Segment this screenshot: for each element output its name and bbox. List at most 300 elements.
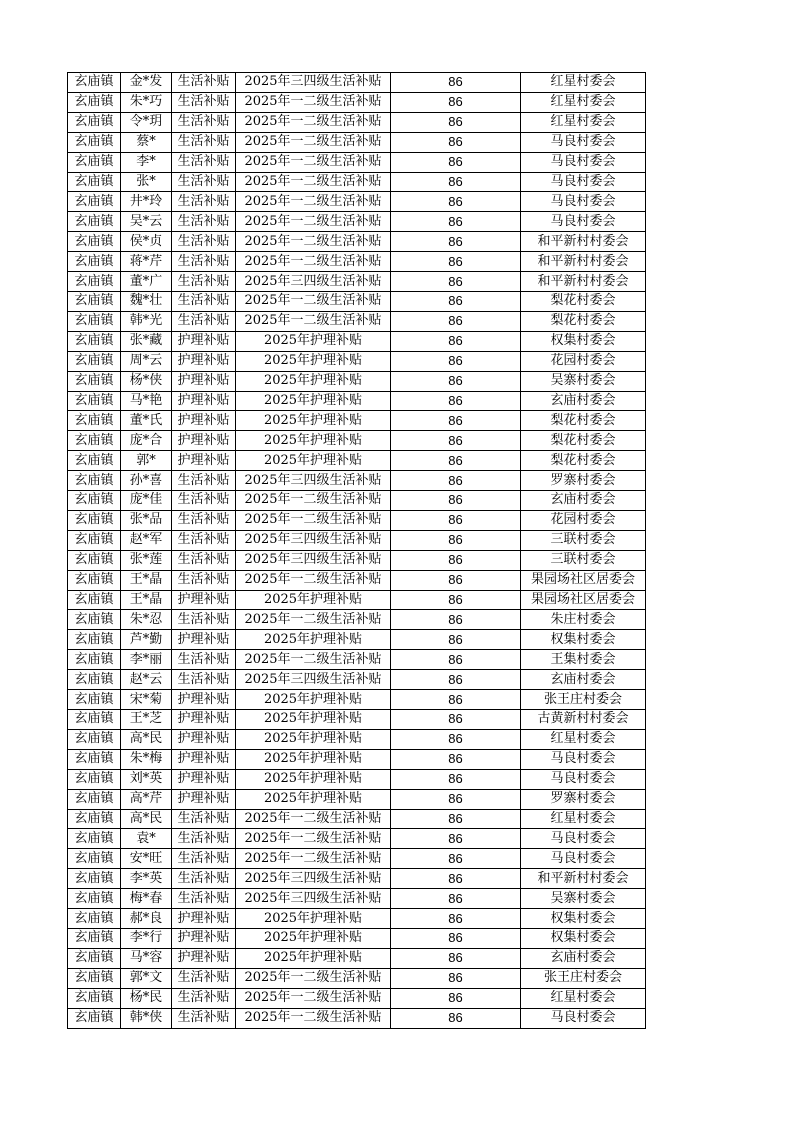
name-cell: 王*晶: [121, 570, 172, 590]
table-row: [68, 152, 646, 172]
amount-cell: 86: [391, 869, 521, 889]
subsidy-item-cell: 2025年一二级生活补贴: [236, 192, 391, 212]
table-row: [68, 172, 646, 192]
subsidy-type-cell: 生活补贴: [172, 112, 236, 132]
subsidy-item-cell: 2025年护理补贴: [236, 690, 391, 710]
subsidy-item-cell: 2025年护理补贴: [236, 749, 391, 769]
amount-cell: 86: [391, 749, 521, 769]
subsidy-type-cell: 生活补贴: [172, 889, 236, 909]
name-cell: 魏*壮: [121, 291, 172, 311]
village-committee-cell: 玄庙村委会: [521, 491, 646, 511]
village-committee-cell: 和平新村村委会: [521, 252, 646, 272]
amount-cell: 86: [391, 1008, 521, 1028]
table-row: [68, 351, 646, 371]
village-committee-cell: 马良村委会: [521, 769, 646, 789]
town-cell: 玄庙镇: [68, 650, 121, 670]
village-committee-cell: 权集村委会: [521, 630, 646, 650]
village-committee-cell: 马良村委会: [521, 829, 646, 849]
table-row: [68, 1008, 646, 1028]
subsidy-item-cell: 2025年三四级生活补贴: [236, 530, 391, 550]
subsidy-item-cell: 2025年三四级生活补贴: [236, 869, 391, 889]
table-row: [68, 252, 646, 272]
subsidy-type-cell: 生活补贴: [172, 510, 236, 530]
subsidy-item-cell: 2025年一二级生活补贴: [236, 491, 391, 511]
subsidy-item-cell: 2025年护理补贴: [236, 351, 391, 371]
amount-cell: 86: [391, 152, 521, 172]
subsidy-item-cell: 2025年三四级生活补贴: [236, 670, 391, 690]
amount-cell: 86: [391, 510, 521, 530]
subsidy-type-cell: 生活补贴: [172, 849, 236, 869]
subsidy-item-cell: 2025年护理补贴: [236, 769, 391, 789]
village-committee-cell: 和平新村村委会: [521, 272, 646, 292]
subsidy-item-cell: 2025年一二级生活补贴: [236, 92, 391, 112]
amount-cell: 86: [391, 948, 521, 968]
amount-cell: 86: [391, 491, 521, 511]
subsidy-type-cell: 生活补贴: [172, 232, 236, 252]
subsidy-type-cell: 护理补贴: [172, 371, 236, 391]
subsidy-type-cell: 生活补贴: [172, 988, 236, 1008]
village-committee-cell: 马良村委会: [521, 192, 646, 212]
town-cell: 玄庙镇: [68, 988, 121, 1008]
amount-cell: 86: [391, 809, 521, 829]
village-committee-cell: 王集村委会: [521, 650, 646, 670]
name-cell: 庞*佳: [121, 491, 172, 511]
table-row: [68, 530, 646, 550]
amount-cell: 86: [391, 988, 521, 1008]
name-cell: 郝*良: [121, 909, 172, 929]
village-committee-cell: 张王庄村委会: [521, 690, 646, 710]
subsidy-item-cell: 2025年三四级生活补贴: [236, 889, 391, 909]
amount-cell: 86: [391, 431, 521, 451]
name-cell: 马*容: [121, 948, 172, 968]
name-cell: 张*藏: [121, 331, 172, 351]
village-committee-cell: 花园村委会: [521, 510, 646, 530]
amount-cell: 86: [391, 769, 521, 789]
amount-cell: 86: [391, 590, 521, 610]
town-cell: 玄庙镇: [68, 829, 121, 849]
town-cell: 玄庙镇: [68, 192, 121, 212]
village-committee-cell: 古黄新村村委会: [521, 710, 646, 730]
town-cell: 玄庙镇: [68, 351, 121, 371]
subsidy-item-cell: 2025年护理补贴: [236, 630, 391, 650]
subsidy-type-cell: 生活补贴: [172, 550, 236, 570]
subsidy-item-cell: 2025年一二级生活补贴: [236, 232, 391, 252]
village-committee-cell: 罗寨村委会: [521, 471, 646, 491]
village-committee-cell: 红星村委会: [521, 73, 646, 93]
town-cell: 玄庙镇: [68, 471, 121, 491]
table-row: [68, 749, 646, 769]
amount-cell: 86: [391, 789, 521, 809]
name-cell: 吴*云: [121, 212, 172, 232]
village-committee-cell: 花园村委会: [521, 351, 646, 371]
table-row: [68, 311, 646, 331]
town-cell: 玄庙镇: [68, 291, 121, 311]
name-cell: 张*莲: [121, 550, 172, 570]
table-row: [68, 331, 646, 351]
subsidy-item-cell: 2025年一二级生活补贴: [236, 809, 391, 829]
subsidy-item-cell: 2025年一二级生活补贴: [236, 510, 391, 530]
table-row: [68, 690, 646, 710]
amount-cell: 86: [391, 690, 521, 710]
name-cell: 令*玥: [121, 112, 172, 132]
name-cell: 蒋*芹: [121, 252, 172, 272]
town-cell: 玄庙镇: [68, 928, 121, 948]
subsidy-type-cell: 护理补贴: [172, 749, 236, 769]
amount-cell: 86: [391, 351, 521, 371]
village-committee-cell: 梨花村委会: [521, 291, 646, 311]
subsidy-type-cell: 护理补贴: [172, 411, 236, 431]
town-cell: 玄庙镇: [68, 550, 121, 570]
name-cell: 高*民: [121, 729, 172, 749]
subsidy-item-cell: 2025年一二级生活补贴: [236, 650, 391, 670]
town-cell: 玄庙镇: [68, 849, 121, 869]
name-cell: 袁*: [121, 829, 172, 849]
amount-cell: 86: [391, 112, 521, 132]
subsidy-type-cell: 生活补贴: [172, 869, 236, 889]
table-row: [68, 849, 646, 869]
name-cell: 张*: [121, 172, 172, 192]
table-row: [68, 869, 646, 889]
table-row: [68, 769, 646, 789]
amount-cell: 86: [391, 928, 521, 948]
name-cell: 王*芝: [121, 710, 172, 730]
village-committee-cell: 吴寨村委会: [521, 889, 646, 909]
subsidy-type-cell: 生活补贴: [172, 570, 236, 590]
table-row: [68, 73, 646, 93]
name-cell: 刘*英: [121, 769, 172, 789]
town-cell: 玄庙镇: [68, 252, 121, 272]
name-cell: 芦*勤: [121, 630, 172, 650]
village-committee-cell: 马良村委会: [521, 132, 646, 152]
name-cell: 井*玲: [121, 192, 172, 212]
town-cell: 玄庙镇: [68, 749, 121, 769]
town-cell: 玄庙镇: [68, 73, 121, 93]
name-cell: 李*: [121, 152, 172, 172]
table-row: [68, 132, 646, 152]
subsidy-item-cell: 2025年一二级生活补贴: [236, 968, 391, 988]
subsidy-item-cell: 2025年护理补贴: [236, 590, 391, 610]
amount-cell: 86: [391, 968, 521, 988]
village-committee-cell: 红星村委会: [521, 809, 646, 829]
amount-cell: 86: [391, 411, 521, 431]
amount-cell: 86: [391, 331, 521, 351]
name-cell: 赵*军: [121, 530, 172, 550]
amount-cell: 86: [391, 451, 521, 471]
town-cell: 玄庙镇: [68, 729, 121, 749]
amount-cell: 86: [391, 710, 521, 730]
amount-cell: 86: [391, 92, 521, 112]
subsidy-type-cell: 护理补贴: [172, 351, 236, 371]
table-row: [68, 809, 646, 829]
name-cell: 韩*侠: [121, 1008, 172, 1028]
table-row: [68, 411, 646, 431]
subsidy-item-cell: 2025年一二级生活补贴: [236, 172, 391, 192]
town-cell: 玄庙镇: [68, 690, 121, 710]
subsidy-type-cell: 护理补贴: [172, 710, 236, 730]
village-committee-cell: 马良村委会: [521, 749, 646, 769]
town-cell: 玄庙镇: [68, 232, 121, 252]
town-cell: 玄庙镇: [68, 869, 121, 889]
amount-cell: 86: [391, 570, 521, 590]
table-row: [68, 431, 646, 451]
name-cell: 高*芹: [121, 789, 172, 809]
table-row: [68, 232, 646, 252]
subsidy-type-cell: 生活补贴: [172, 809, 236, 829]
village-committee-cell: 权集村委会: [521, 909, 646, 929]
village-committee-cell: 马良村委会: [521, 152, 646, 172]
town-cell: 玄庙镇: [68, 889, 121, 909]
subsidy-type-cell: 护理补贴: [172, 928, 236, 948]
subsidy-item-cell: 2025年一二级生活补贴: [236, 988, 391, 1008]
table-row: [68, 650, 646, 670]
village-committee-cell: 马良村委会: [521, 172, 646, 192]
name-cell: 韩*光: [121, 311, 172, 331]
table-row: [68, 371, 646, 391]
table-row: [68, 550, 646, 570]
subsidy-item-cell: 2025年护理补贴: [236, 909, 391, 929]
subsidy-item-cell: 2025年三四级生活补贴: [236, 550, 391, 570]
subsidy-type-cell: 生活补贴: [172, 172, 236, 192]
name-cell: 马*艳: [121, 391, 172, 411]
name-cell: 王*晶: [121, 590, 172, 610]
table-row: [68, 112, 646, 132]
town-cell: 玄庙镇: [68, 909, 121, 929]
town-cell: 玄庙镇: [68, 371, 121, 391]
table-row: [68, 928, 646, 948]
amount-cell: 86: [391, 630, 521, 650]
table-row: [68, 590, 646, 610]
table-row: [68, 968, 646, 988]
name-cell: 李*行: [121, 928, 172, 948]
village-committee-cell: 红星村委会: [521, 92, 646, 112]
subsidy-type-cell: 生活补贴: [172, 291, 236, 311]
amount-cell: 86: [391, 132, 521, 152]
table-row: [68, 610, 646, 630]
subsidy-item-cell: 2025年护理补贴: [236, 789, 391, 809]
amount-cell: 86: [391, 670, 521, 690]
subsidy-item-cell: 2025年一二级生活补贴: [236, 132, 391, 152]
town-cell: 玄庙镇: [68, 809, 121, 829]
name-cell: 董*氏: [121, 411, 172, 431]
town-cell: 玄庙镇: [68, 491, 121, 511]
subsidy-item-cell: 2025年三四级生活补贴: [236, 272, 391, 292]
town-cell: 玄庙镇: [68, 670, 121, 690]
table-row: [68, 451, 646, 471]
village-committee-cell: 梨花村委会: [521, 451, 646, 471]
subsidy-item-cell: 2025年一二级生活补贴: [236, 849, 391, 869]
subsidy-item-cell: 2025年护理补贴: [236, 710, 391, 730]
village-committee-cell: 马良村委会: [521, 849, 646, 869]
subsidy-item-cell: 2025年一二级生活补贴: [236, 610, 391, 630]
amount-cell: 86: [391, 272, 521, 292]
name-cell: 李*丽: [121, 650, 172, 670]
village-committee-cell: 梨花村委会: [521, 311, 646, 331]
town-cell: 玄庙镇: [68, 570, 121, 590]
subsidy-item-cell: 2025年护理补贴: [236, 451, 391, 471]
village-committee-cell: 罗寨村委会: [521, 789, 646, 809]
name-cell: 郭*文: [121, 968, 172, 988]
village-committee-cell: 和平新村村委会: [521, 232, 646, 252]
subsidy-type-cell: 生活补贴: [172, 471, 236, 491]
subsidy-type-cell: 护理补贴: [172, 769, 236, 789]
subsidy-type-cell: 护理补贴: [172, 590, 236, 610]
table-row: [68, 471, 646, 491]
subsidy-item-cell: 2025年一二级生活补贴: [236, 112, 391, 132]
table-row: [68, 491, 646, 511]
table-row: [68, 291, 646, 311]
table-row: [68, 729, 646, 749]
town-cell: 玄庙镇: [68, 132, 121, 152]
subsidy-type-cell: 护理补贴: [172, 331, 236, 351]
amount-cell: 86: [391, 192, 521, 212]
name-cell: 郭*: [121, 451, 172, 471]
amount-cell: 86: [391, 471, 521, 491]
table-row: [68, 829, 646, 849]
subsidy-type-cell: 生活补贴: [172, 829, 236, 849]
name-cell: 董*广: [121, 272, 172, 292]
amount-cell: 86: [391, 849, 521, 869]
subsidy-type-cell: 护理补贴: [172, 431, 236, 451]
amount-cell: 86: [391, 172, 521, 192]
village-committee-cell: 吴寨村委会: [521, 371, 646, 391]
table-row: [68, 948, 646, 968]
subsidy-item-cell: 2025年一二级生活补贴: [236, 152, 391, 172]
name-cell: 朱*巧: [121, 92, 172, 112]
village-committee-cell: 张王庄村委会: [521, 968, 646, 988]
table-row: [68, 909, 646, 929]
amount-cell: 86: [391, 530, 521, 550]
table-row: [68, 710, 646, 730]
subsidy-type-cell: 护理补贴: [172, 789, 236, 809]
town-cell: 玄庙镇: [68, 212, 121, 232]
village-committee-cell: 和平新村村委会: [521, 869, 646, 889]
subsidy-type-cell: 生活补贴: [172, 152, 236, 172]
subsidy-type-cell: 护理补贴: [172, 690, 236, 710]
subsidy-item-cell: 2025年护理补贴: [236, 928, 391, 948]
village-committee-cell: 三联村委会: [521, 530, 646, 550]
amount-cell: 86: [391, 311, 521, 331]
village-committee-cell: 三联村委会: [521, 550, 646, 570]
subsidy-type-cell: 生活补贴: [172, 530, 236, 550]
subsidy-item-cell: 2025年护理补贴: [236, 331, 391, 351]
town-cell: 玄庙镇: [68, 710, 121, 730]
subsidy-type-cell: 生活补贴: [172, 650, 236, 670]
table-row: [68, 570, 646, 590]
town-cell: 玄庙镇: [68, 331, 121, 351]
subsidy-type-cell: 生活补贴: [172, 212, 236, 232]
town-cell: 玄庙镇: [68, 92, 121, 112]
subsidy-type-cell: 生活补贴: [172, 252, 236, 272]
town-cell: 玄庙镇: [68, 590, 121, 610]
subsidy-type-cell: 生活补贴: [172, 73, 236, 93]
name-cell: 高*民: [121, 809, 172, 829]
subsidy-item-cell: 2025年护理补贴: [236, 411, 391, 431]
village-committee-cell: 马良村委会: [521, 212, 646, 232]
subsidy-type-cell: 生活补贴: [172, 311, 236, 331]
town-cell: 玄庙镇: [68, 630, 121, 650]
name-cell: 朱*忍: [121, 610, 172, 630]
name-cell: 蔡*: [121, 132, 172, 152]
table-row: [68, 630, 646, 650]
subsidy-table: [67, 72, 646, 1029]
village-committee-cell: 果园场社区居委会: [521, 570, 646, 590]
amount-cell: 86: [391, 371, 521, 391]
town-cell: 玄庙镇: [68, 411, 121, 431]
subsidy-item-cell: 2025年一二级生活补贴: [236, 570, 391, 590]
subsidy-item-cell: 2025年三四级生活补贴: [236, 73, 391, 93]
subsidy-type-cell: 护理补贴: [172, 451, 236, 471]
subsidy-item-cell: 2025年护理补贴: [236, 391, 391, 411]
town-cell: 玄庙镇: [68, 311, 121, 331]
table-row: [68, 670, 646, 690]
subsidy-item-cell: 2025年一二级生活补贴: [236, 1008, 391, 1028]
name-cell: 杨*侠: [121, 371, 172, 391]
subsidy-type-cell: 生活补贴: [172, 670, 236, 690]
subsidy-item-cell: 2025年护理补贴: [236, 371, 391, 391]
amount-cell: 86: [391, 909, 521, 929]
town-cell: 玄庙镇: [68, 272, 121, 292]
village-committee-cell: 果园场社区居委会: [521, 590, 646, 610]
town-cell: 玄庙镇: [68, 1008, 121, 1028]
subsidy-type-cell: 生活补贴: [172, 1008, 236, 1028]
name-cell: 赵*云: [121, 670, 172, 690]
village-committee-cell: 红星村委会: [521, 729, 646, 749]
amount-cell: 86: [391, 232, 521, 252]
subsidy-type-cell: 护理补贴: [172, 948, 236, 968]
subsidy-item-cell: 2025年三四级生活补贴: [236, 471, 391, 491]
amount-cell: 86: [391, 212, 521, 232]
village-committee-cell: 红星村委会: [521, 112, 646, 132]
amount-cell: 86: [391, 650, 521, 670]
table-row: [68, 192, 646, 212]
village-committee-cell: 梨花村委会: [521, 431, 646, 451]
town-cell: 玄庙镇: [68, 152, 121, 172]
village-committee-cell: 梨花村委会: [521, 411, 646, 431]
town-cell: 玄庙镇: [68, 610, 121, 630]
subsidy-item-cell: 2025年护理补贴: [236, 948, 391, 968]
table-row: [68, 988, 646, 1008]
village-committee-cell: 马良村委会: [521, 1008, 646, 1028]
amount-cell: 86: [391, 73, 521, 93]
subsidy-item-cell: 2025年护理补贴: [236, 729, 391, 749]
name-cell: 朱*梅: [121, 749, 172, 769]
table-row: [68, 510, 646, 530]
town-cell: 玄庙镇: [68, 968, 121, 988]
village-committee-cell: 玄庙村委会: [521, 670, 646, 690]
village-committee-cell: 权集村委会: [521, 928, 646, 948]
name-cell: 张*品: [121, 510, 172, 530]
name-cell: 杨*民: [121, 988, 172, 1008]
subsidy-item-cell: 2025年一二级生活补贴: [236, 311, 391, 331]
town-cell: 玄庙镇: [68, 530, 121, 550]
name-cell: 李*英: [121, 869, 172, 889]
amount-cell: 86: [391, 889, 521, 909]
village-committee-cell: 红星村委会: [521, 988, 646, 1008]
subsidy-item-cell: 2025年一二级生活补贴: [236, 252, 391, 272]
name-cell: 侯*贞: [121, 232, 172, 252]
subsidy-type-cell: 护理补贴: [172, 909, 236, 929]
amount-cell: 86: [391, 729, 521, 749]
town-cell: 玄庙镇: [68, 789, 121, 809]
amount-cell: 86: [391, 550, 521, 570]
subsidy-type-cell: 生活补贴: [172, 132, 236, 152]
subsidy-type-cell: 护理补贴: [172, 391, 236, 411]
table-row: [68, 272, 646, 292]
village-committee-cell: 朱庄村委会: [521, 610, 646, 630]
amount-cell: 86: [391, 391, 521, 411]
subsidy-type-cell: 护理补贴: [172, 729, 236, 749]
subsidy-type-cell: 生活补贴: [172, 610, 236, 630]
